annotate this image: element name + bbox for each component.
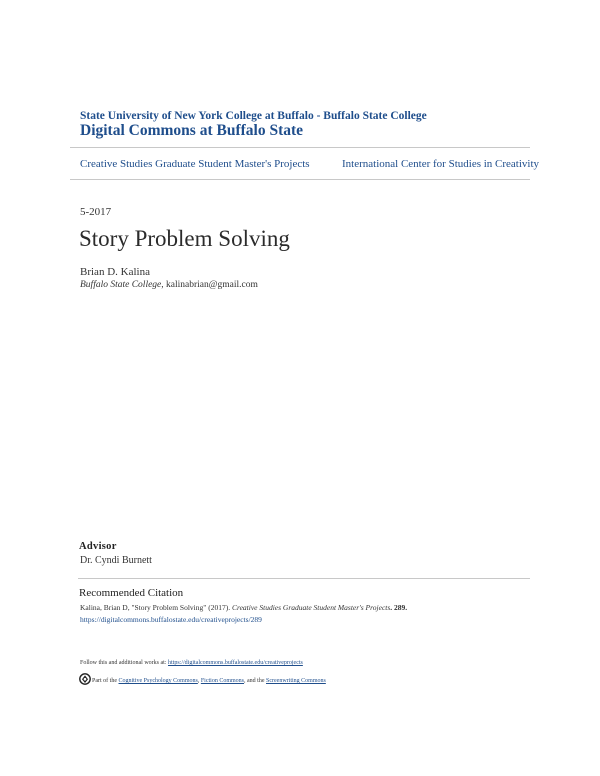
citation-prefix: Kalina, Brian D, "Story Problem Solving" (2017). (80, 603, 232, 612)
recommended-citation-heading: Recommended Citation (79, 587, 184, 599)
divider-top (70, 147, 530, 148)
screenwriting-commons-link[interactable]: Screenwriting Commons (266, 678, 326, 684)
collection-link-icsc[interactable]: International Center for Studies in Creativity (342, 158, 540, 170)
cognitive-psychology-commons-link[interactable]: Cognitive Psychology Commons (118, 678, 198, 684)
citation-text (80, 603, 407, 612)
publication-date: 5-2017 (80, 206, 112, 218)
author-name: Brian D. Kalina (80, 266, 150, 278)
affiliation-college: Buffalo State College (80, 280, 162, 290)
author-affiliation (80, 280, 258, 290)
paper-title: Story Problem Solving (79, 226, 290, 251)
network-logo-icon (79, 672, 91, 684)
part-of-line (92, 678, 326, 684)
citation-url-link[interactable]: https://digitalcommons.buffalostate.edu/creativeprojects/289 (80, 615, 262, 624)
citation-number: . 289. (390, 603, 408, 612)
follow-line (80, 660, 303, 666)
advisor-name: Dr. Cyndi Burnett (80, 555, 152, 566)
advisor-heading: Advisor (79, 541, 117, 552)
citation-series: Creative Studies Graduate Student Master's Projects (231, 603, 391, 612)
affiliation-email: , kalinabrian@gmail.com (161, 280, 258, 290)
fiction-commons-link[interactable]: Fiction Commons (200, 678, 245, 684)
follow-url-link[interactable]: https://digitalcommons.buffalostate.edu/creativeprojects (168, 660, 303, 666)
institution-name: State University of New York College at Buffalo - Buffalo State College (80, 110, 427, 122)
citation-divider (78, 578, 530, 579)
follow-prefix: Follow this and additional works at: (80, 660, 168, 666)
partof-sep1: , (197, 678, 201, 684)
repository-name[interactable]: Digital Commons at Buffalo State (80, 122, 304, 139)
partof-sep2: , and the (244, 678, 267, 684)
collection-link-master-projects[interactable]: Creative Studies Graduate Student Master's Projects (80, 158, 310, 170)
partof-prefix: Part of the (92, 678, 119, 684)
divider-bottom (70, 179, 530, 180)
